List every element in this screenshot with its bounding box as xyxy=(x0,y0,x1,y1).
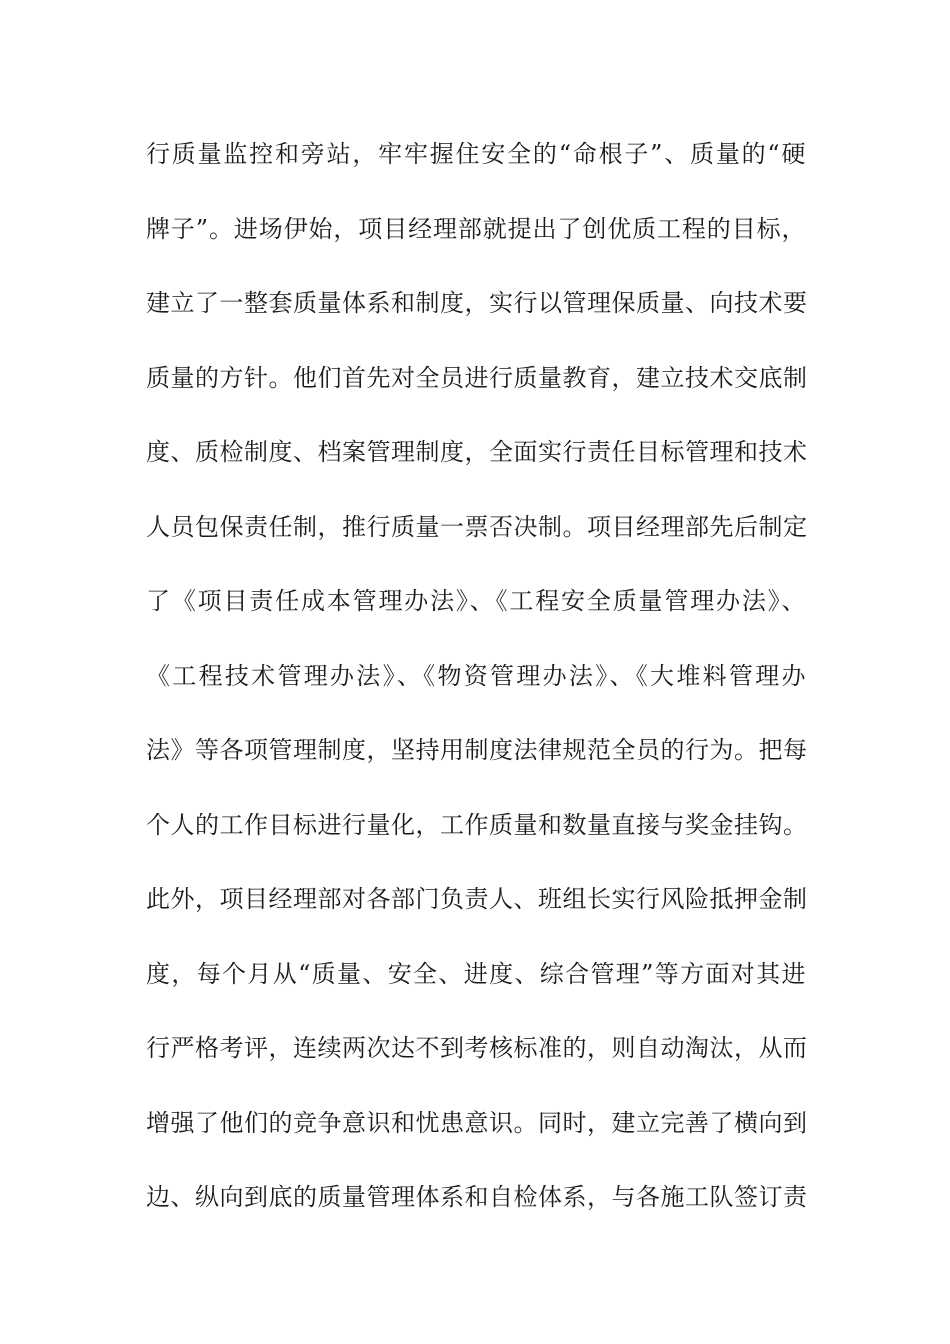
text-line: 边、纵向到底的质量管理体系和自检体系，与各施工队签订责 xyxy=(146,1183,808,1211)
text-line: 度，每个月从“质量、安全、进度、综合管理”等方面对其进 xyxy=(146,959,806,988)
text-line: 《工程技术管理办法》、《物资管理办法》、《大堆料管理办 xyxy=(146,661,806,690)
text-line: 了《项目责任成本管理办法》、《工程安全质量管理办法》、 xyxy=(146,587,806,615)
text-line: 质量的方针。他们首先对全员进行质量教育，建立技术交底制 xyxy=(146,363,808,392)
text-line: 此外，项目经理部对各部门负责人、班组长实行风险抵押金制 xyxy=(146,885,808,913)
text-line: 法》等各项管理制度，坚持用制度法律规范全员的行为。把每 xyxy=(146,736,808,764)
text-line: 人员包保责任制，推行质量一票否决制。项目经理部先后制定 xyxy=(146,512,808,541)
text-line: 行质量监控和旁站，牢牢握住安全的“命根子”、质量的“硬 xyxy=(146,140,806,168)
text-line: 增强了他们的竞争意识和忧患意识。同时，建立完善了横向到 xyxy=(146,1108,808,1137)
body-text xyxy=(146,130,806,1248)
text-line: 行严格考评，连续两次达不到考核标准的，则自动淘汰，从而 xyxy=(146,1034,808,1062)
text-line: 个人的工作目标进行量化，工作质量和数量直接与奖金挂钩。 xyxy=(146,810,808,839)
text-line: 牌子”。进场伊始，项目经理部就提出了创优质工程的目标， xyxy=(146,214,806,243)
text-line: 度、质检制度、档案管理制度，全面实行责任目标管理和技术 xyxy=(146,438,808,466)
text-line: 建立了一整套质量体系和制度，实行以管理保质量、向技术要 xyxy=(146,289,808,317)
